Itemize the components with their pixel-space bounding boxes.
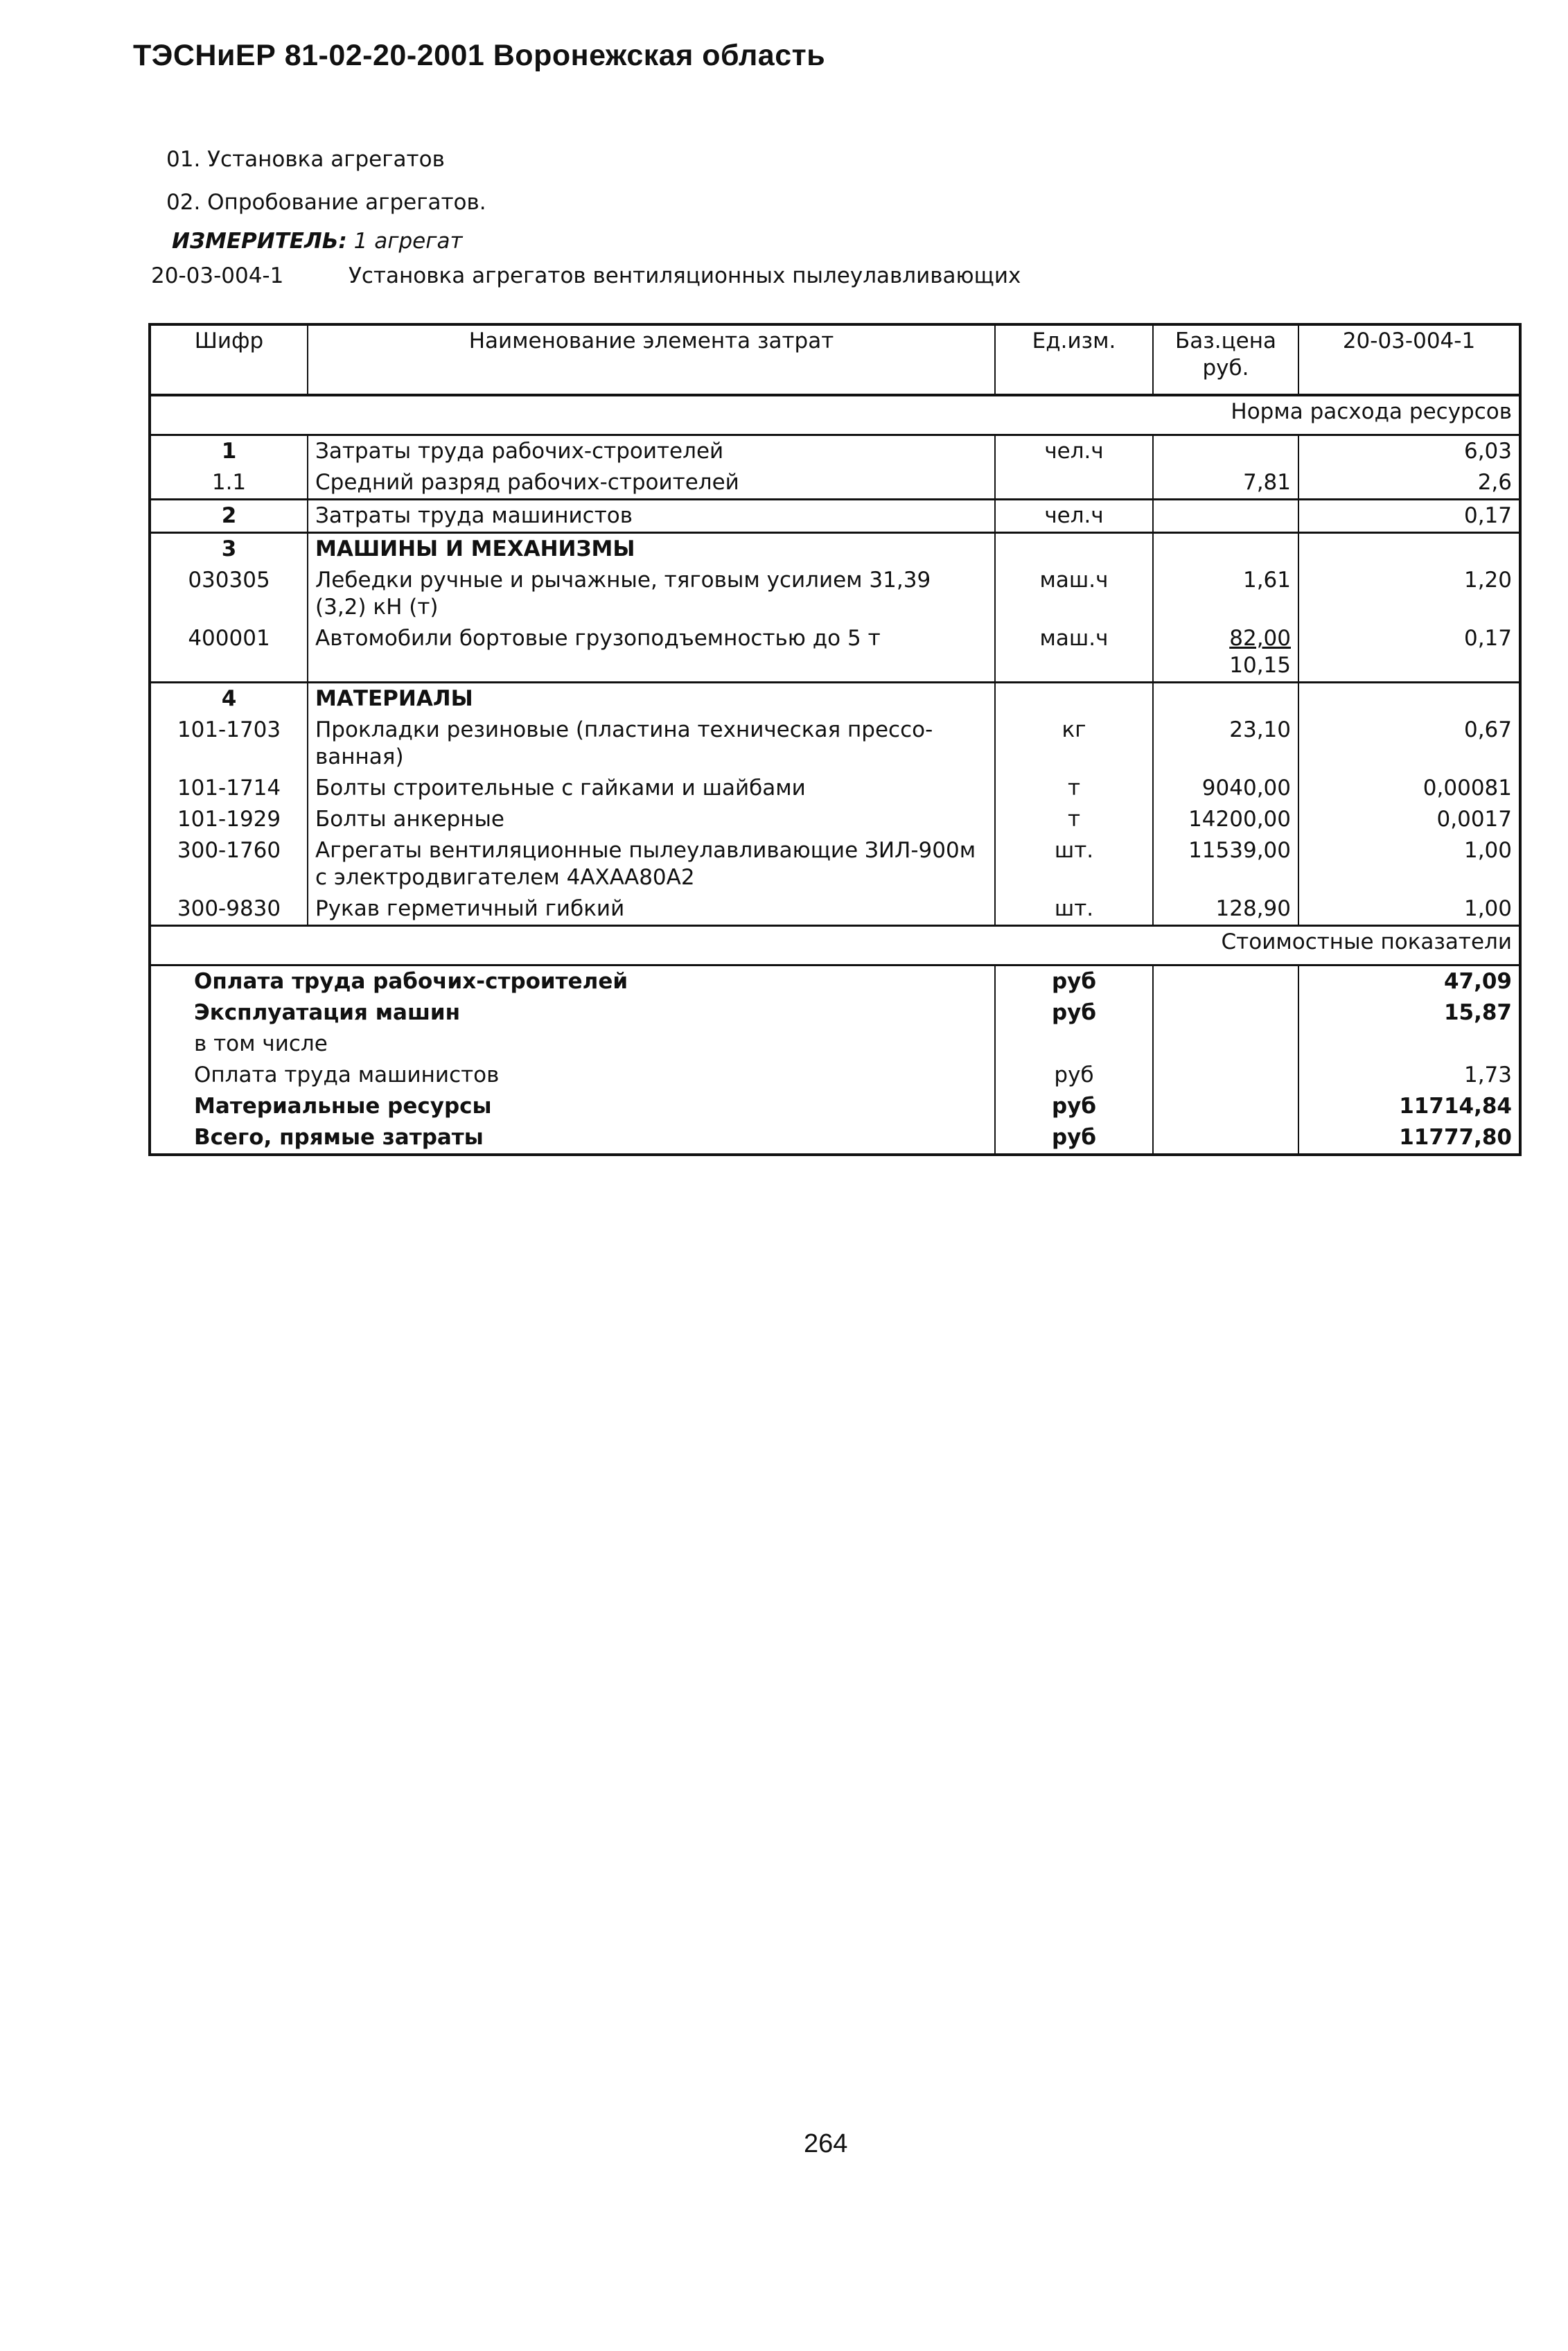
- row-norm: 1,00: [1298, 893, 1520, 926]
- row-name: Автомобили бортовые грузоподъемностью до 5 т: [308, 623, 995, 683]
- cost-row: [150, 1060, 1520, 1091]
- row-name: Агрегаты вентиляционные пылеулавливающие ЗИЛ-900м с электродвигателем 4АХАА80А2: [308, 835, 995, 893]
- row-price-base: 82,00: [1229, 626, 1291, 651]
- col-header-name: Наименование элемента затрат: [308, 324, 995, 395]
- row-price: [1153, 435, 1298, 468]
- cost-value: 1,73: [1298, 1060, 1520, 1091]
- norm-name: Установка агрегатов вентиляционных пылеулавливающих: [349, 263, 1021, 288]
- cost-label: Материальные ресурсы: [194, 1094, 492, 1119]
- row-norm: 6,03: [1298, 435, 1520, 468]
- col-header-price: [1153, 324, 1298, 395]
- row-unit: чел.ч: [995, 435, 1153, 468]
- cost-unit: руб: [995, 1122, 1153, 1155]
- row-code: 1.1: [150, 467, 308, 500]
- row-norm: 0,67: [1298, 715, 1520, 773]
- row-unit: т: [995, 804, 1153, 835]
- cost-label: Оплата труда машинистов: [194, 1063, 500, 1087]
- row-unit: чел.ч: [995, 500, 1153, 533]
- row-price: 14200,00: [1153, 804, 1298, 835]
- row-code: 101-1714: [150, 773, 308, 804]
- table-row: [150, 893, 1520, 926]
- row-code: 030305: [150, 565, 308, 623]
- row-price: 7,81: [1153, 467, 1298, 500]
- row-name: Прокладки резиновые (пластина техническая прессо-ванная): [308, 715, 995, 773]
- section-costs-label: Стоимостные показатели: [150, 926, 1520, 965]
- cost-unit: руб: [995, 965, 1153, 998]
- table-row: [150, 773, 1520, 804]
- row-unit: т: [995, 773, 1153, 804]
- col-header-unit: Ед.изм.: [995, 324, 1153, 395]
- measure-label: ИЗМЕРИТЕЛЬ:: [172, 229, 347, 254]
- row-code: 1: [150, 435, 308, 468]
- cost-row: [150, 1029, 1520, 1060]
- row-name: Болты строительные с гайками и шайбами: [308, 773, 995, 804]
- row-unit: шт.: [995, 893, 1153, 926]
- row-name: Средний разряд рабочих-строителей: [308, 467, 995, 500]
- row-price: 9040,00: [1153, 773, 1298, 804]
- row-unit: маш.ч: [995, 623, 1153, 683]
- operation-1: 01. Установка агрегатов: [166, 147, 445, 172]
- col-header-norm: 20-03-004-1: [1298, 324, 1520, 395]
- row-code: 101-1929: [150, 804, 308, 835]
- table-row: [150, 623, 1520, 683]
- row-name: Рукав герметичный гибкий: [308, 893, 995, 926]
- col-header-price-line1: Баз.цена: [1174, 329, 1277, 353]
- cost-unit: руб: [995, 1060, 1153, 1091]
- row-name: Болты анкерные: [308, 804, 995, 835]
- table-row: [150, 715, 1520, 773]
- measure-line: [172, 229, 463, 254]
- col-header-price-line2: руб.: [1202, 356, 1249, 381]
- row-norm: 0,17: [1298, 500, 1520, 533]
- section-norms-row: [150, 395, 1520, 435]
- cost-value: 47,09: [1298, 965, 1520, 998]
- row-code: 4: [150, 683, 308, 715]
- table-row: [150, 804, 1520, 835]
- row-code: 400001: [150, 623, 308, 683]
- cost-label: Эксплуатация машин: [194, 1000, 461, 1025]
- group-row-machines: [150, 533, 1520, 566]
- section-costs-row: [150, 926, 1520, 965]
- cost-row: [150, 1122, 1520, 1155]
- row-price: 1,61: [1153, 565, 1298, 623]
- row-price-wage: 10,15: [1229, 653, 1291, 678]
- table-header-row: [150, 324, 1520, 395]
- row-code: 2: [150, 500, 308, 533]
- cost-value: 11714,84: [1298, 1091, 1520, 1122]
- table-row: [150, 835, 1520, 893]
- row-name: МАШИНЫ И МЕХАНИЗМЫ: [308, 533, 995, 566]
- cost-label: в том числе: [194, 1031, 328, 1056]
- row-norm: 1,20: [1298, 565, 1520, 623]
- row-name: МАТЕРИАЛЫ: [308, 683, 995, 715]
- table-row: [150, 565, 1520, 623]
- row-price: 11539,00: [1153, 835, 1298, 893]
- row-unit: шт.: [995, 835, 1153, 893]
- row-price: [1153, 500, 1298, 533]
- row-code: 300-1760: [150, 835, 308, 893]
- cost-row: [150, 965, 1520, 998]
- norm-table: [148, 323, 1522, 1156]
- cost-label: Всего, прямые затраты: [194, 1125, 484, 1150]
- table-row: [150, 500, 1520, 533]
- row-norm: 2,6: [1298, 467, 1520, 500]
- row-norm: 0,17: [1298, 623, 1520, 683]
- page-number: 264: [804, 2129, 848, 2158]
- row-unit: кг: [995, 715, 1153, 773]
- cost-unit: руб: [995, 997, 1153, 1029]
- table-row: [150, 467, 1520, 500]
- row-code: 3: [150, 533, 308, 566]
- norm-code-line: [151, 263, 1021, 288]
- row-code: 101-1703: [150, 715, 308, 773]
- operation-2: 02. Опробование агрегатов.: [166, 190, 486, 215]
- cost-value: 15,87: [1298, 997, 1520, 1029]
- row-unit: маш.ч: [995, 565, 1153, 623]
- row-price: [1153, 623, 1298, 683]
- row-unit: [995, 467, 1153, 500]
- cost-unit: руб: [995, 1091, 1153, 1122]
- row-norm: 0,0017: [1298, 804, 1520, 835]
- measure-value: 1 агрегат: [353, 229, 463, 254]
- row-name: Лебедки ручные и рычажные, тяговым усилием 31,39 (3,2) кН (т): [308, 565, 995, 623]
- cost-row: [150, 997, 1520, 1029]
- section-norms-label: Норма расхода ресурсов: [150, 395, 1520, 435]
- col-header-code: Шифр: [150, 324, 308, 395]
- row-price: 128,90: [1153, 893, 1298, 926]
- row-norm: 1,00: [1298, 835, 1520, 893]
- table-row: [150, 435, 1520, 468]
- row-name: Затраты труда рабочих-строителей: [308, 435, 995, 468]
- row-code: 300-9830: [150, 893, 308, 926]
- cost-label: Оплата труда рабочих-строителей: [194, 969, 628, 994]
- row-price: 23,10: [1153, 715, 1298, 773]
- document-title: ТЭСНиЕР 81-02-20-2001 Воронежская область: [133, 39, 826, 72]
- norm-code: 20-03-004-1: [151, 263, 284, 288]
- cost-row: [150, 1091, 1520, 1122]
- group-row-materials: [150, 683, 1520, 715]
- row-norm: 0,00081: [1298, 773, 1520, 804]
- row-name: Затраты труда машинистов: [308, 500, 995, 533]
- cost-value: 11777,80: [1298, 1122, 1520, 1155]
